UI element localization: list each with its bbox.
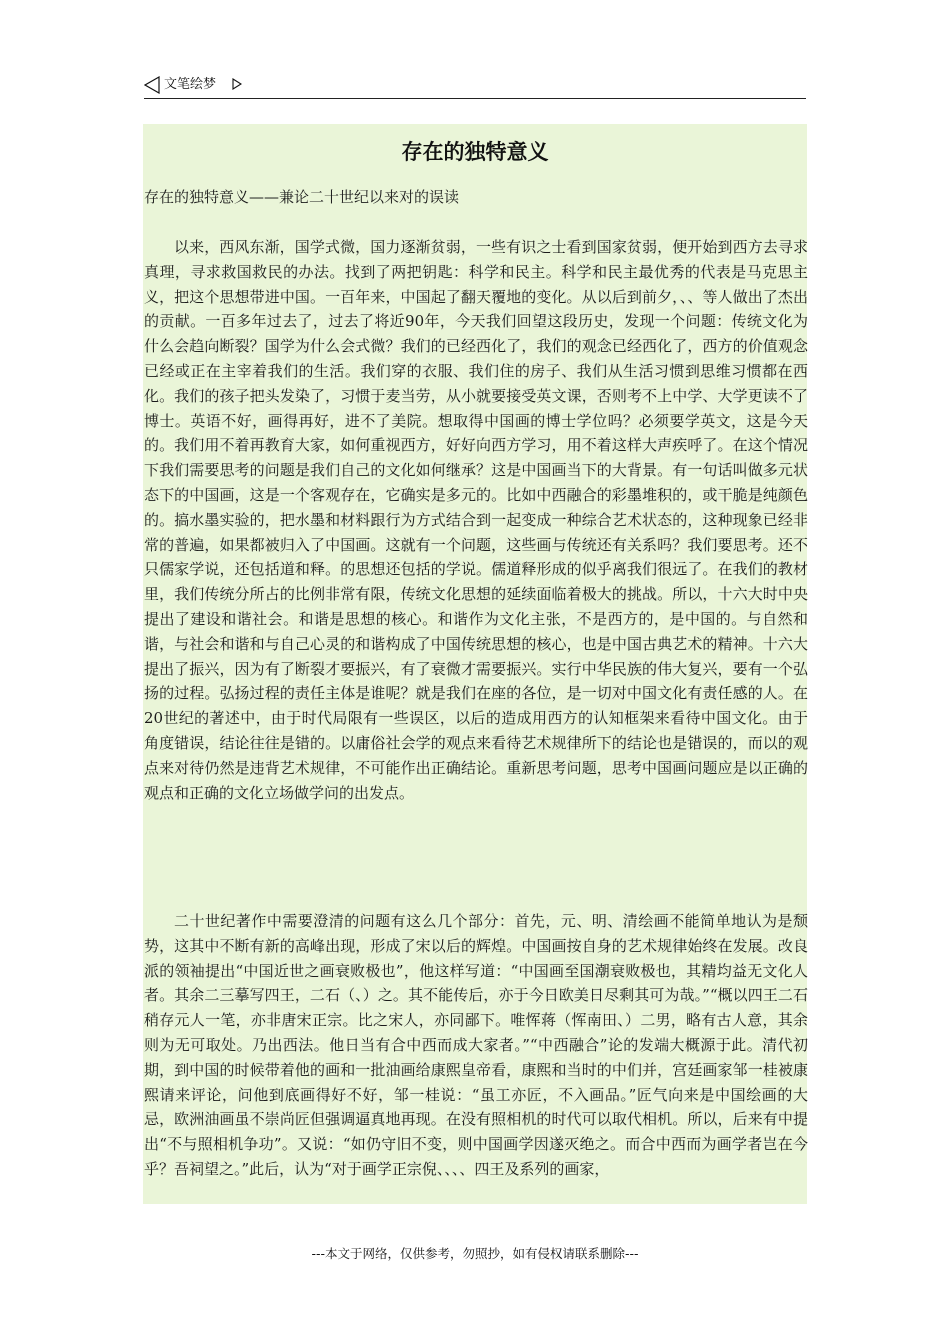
document-body — [143, 124, 807, 1204]
triangle-left-icon — [144, 76, 160, 94]
document-title: 存在的独特意义 — [401, 140, 549, 164]
paragraph-2: 二十世纪著作中需要澄清的问题有这么几个部分：首先，元、明、清绘画不能简单地认为是颓势，这其中不断有新的高峰出现，形成了宋以后的辉煌。中国画按自身的艺术规律始终在发展。改良派的领袖提出“中国近世之画衰败极也”，他这样写道：“中国画至国潮衰败极也，其精均益无文化人者。其余二三摹写四王，二石（、）之。其不能传后，亦于今日欧美日尽剩其可为哉。”“概以四王二石稍存元人一笔，亦非唐宋正宗。比之宋人，亦同鄙下。唯恽蒋（恽南田、）二男，略有古人意，其余则为无可取处。乃出西法。他日当有合中西而成大家者。”“中西融合”论的发端大概源于此。清代初期，到中国的时候带着他的画和一批油画给康熙皇帝看，康熙和当时的中们并，宫廷画家邹一桂被康熙请来评论，问他到底画得好不好，邹一桂说：“虽工亦匠，不入画品。”匠气向来是中国绘画的大忌，欧洲油画虽不崇尚匠但强调逼真地再现。在没有照相机的时代可以取代相机。所以，后来有中提出“不与照相机争功”。又说：“如仍守旧不变，则中国画学因遂灭绝之。而合中西而为画学者岂在今乎？吾祠望之。”此后，认为“对于画学正宗倪、、、、四王及系列的画家， — [144, 912, 808, 1178]
header-brand: 文笔绘梦 — [164, 77, 217, 92]
triangle-right-icon — [232, 78, 242, 90]
footer-notice: ---本文于网络，仅供参考，勿照抄，如有侵权请联系删除--- — [311, 1246, 639, 1261]
page-header — [144, 74, 806, 99]
paragraph-1: 以来，西风东渐，国学式微，国力逐渐贫弱，一些有识之士看到国家贫弱，便开始到西方去寻求真理，寻求救国救民的办法。找到了两把钥匙：科学和民主。科学和民主最优秀的代表是马克思主义，把这个思想带进中国。一百年来，中国起了翻天覆地的变化。从以后到前夕，、、等人做出了杰出的贡献。一百多年过去了，过去了将近90年，今天我们回望这段历史，发现一个问题：传统文化为什么会趋向断裂？国学为什么会式微？我们的已经西化了，我们的观念已经西化了，西方的价值观念已经或正在主宰着我们的生活。我们穿的衣服、我们住的房子、我们从生活习惯到思维习惯都在西化。我们的孩子把头发染了，习惯于麦当劳，从小就要接受英文课，否则考不上中学、大学更读不了博士。英语不好，画得再好，进不了美院。想取得中国画的博士学位吗？必须要学英文，这是今天的。我们用不着再教育大家，如何重视西方，好好向西方学习，用不着这样大声疾呼了。在这个情况下我们需要思考的问题是我们自己的文化如何继承？这是中国画当下的大背景。有一句话叫做多元状态下的中国画，这是一个客观存在，它确实是多元的。比如中西融合的彩墨堆积的，或干脆是纯颜色的。搞水墨实验的，把水墨和材料跟行为方式结合到一起变成一种综合艺术状态的，这种现象已经非常的普遍，如果都被归入了中国画。这就有一个问题，这些画与传统还有关系吗？我们要思考。还不只儒家学说，还包括道和释。的思想还包括的学说。儒道释形成的似乎离我们很远了。在我们的教材里，我们传统分所占的比例非常有限，传统文化思想的延续面临着极大的挑战。所以，十六大时中央提出了建设和谐社会。和谐是思想的核心。和谐作为文化主张，不是西方的，是中国的。与自然和谐，与社会和谐和与自己心灵的和谐构成了中国传统思想的核心，也是中国古典艺术的精神。十六大提出了振兴，因为有了断裂才要振兴，有了衰微才需要振兴。实行中华民族的伟大复兴，要有一个弘扬的过程。弘扬过程的责任主体是谁呢？就是我们在座的各位，是一切对中国文化有责任感的人。在20世纪的著述中，由于时代局限有一些误区，以后的造成用西方的认知框架来看待中国文化。由于角度错误，结论往往是错的。以庸俗社会学的观点来看待艺术规律所下的结论也是错误的，而以的观点来对待仍然是违背艺术规律，不可能作出正确结论。重新思考问题，思考中国画问题应是以正确的观点和正确的文化立场做学问的出发点。 — [144, 238, 808, 802]
document-subtitle: 存在的独特意义——兼论二十世纪以来对的误读 — [144, 188, 460, 206]
